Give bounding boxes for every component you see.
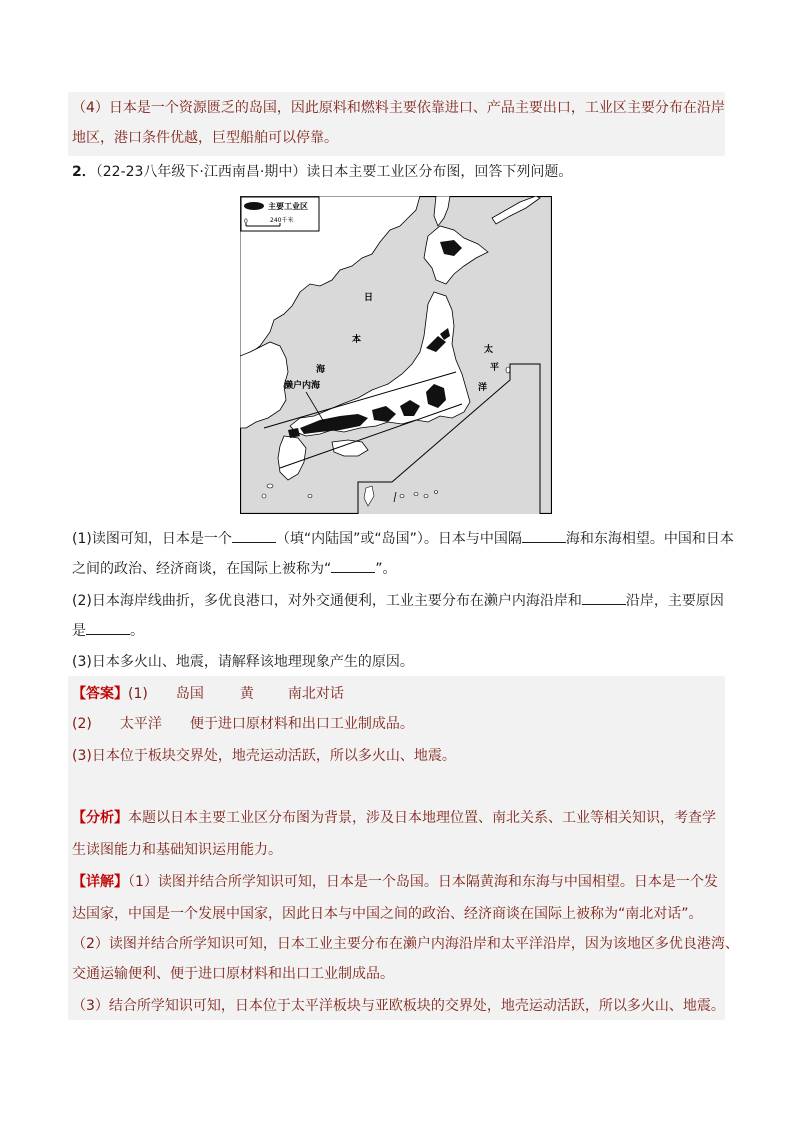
scale-label: 240千米 (270, 217, 294, 224)
analysis-line-2: 生读图能力和基础知识运用能力。 (72, 842, 282, 858)
answer-1-value-3: 南北对话 (287, 686, 344, 702)
blank-3 (331, 558, 375, 573)
japan-industrial-zone-map (240, 196, 552, 514)
answer-2-value-1: 太平洋 (119, 716, 162, 732)
detail-line-4: 交通运输便利、便于进口原材料和出口工业制成品。 (72, 966, 394, 982)
blank-4 (582, 590, 626, 605)
answer-2-value-2: 便于进口原材料和出口工业制成品。 (189, 716, 414, 732)
question-2-line-2: 是 。 (72, 620, 144, 641)
previous-answer-line-1: （4）日本是一个资源匮乏的岛国，因此原料和燃料主要依靠进口、产品主要出口，工业区主要分布在沿岸 (72, 100, 725, 116)
question-2-line-1: (2)日本海岸线曲折，多优良港口，对外交通便利，工业主要分布在濑户内海沿岸和 沿岸，主要原因 (72, 590, 724, 611)
detail-line-5: （3）结合所学知识可知，日本位于太平洋板块与亚欧板块的交界处，地壳运动活跃，所以多火山、地震。 (72, 998, 725, 1014)
question-1-line-1: (1)读图可知，日本是一个 （填“内陆国”或“岛国”）。日本与中国隔 海和东海相望。中国和日本 (72, 528, 734, 549)
pacific-char-2: 平 (490, 363, 500, 373)
pacific-char-1: 太 (484, 345, 494, 355)
answer-line-1: 【答案】(1) 岛国 黄 南北对话 (72, 686, 344, 702)
question-stem: 读日本主要工业区分布图，回答下列问题。 (306, 164, 573, 180)
question-source: （22-23八年级下·江西南昌·期中） (95, 164, 307, 180)
sea-of-japan-char-2: 本 (352, 335, 362, 345)
answer-tag: 【答案】 (72, 686, 128, 702)
question-3: (3)日本多火山、地震，请解释该地理现象产生的原因。 (72, 654, 414, 670)
answer-1-value-2: 黄 (239, 686, 254, 702)
inland-sea-label: 濑户内海 (284, 381, 321, 391)
previous-answer-line-2: 地区，港口条件优越，巨型船舶可以停靠。 (72, 130, 338, 146)
detail-line-2: 达国家，中国是一个发展中国家，因此日本与中国之间的政治、经济商谈在国际上被称为“南北对话”。 (72, 906, 703, 922)
answer-line-3: (3)日本位于板块交界处，地壳运动活跃，所以多火山、地震。 (72, 748, 456, 764)
sea-of-japan-char-3: 海 (316, 365, 326, 375)
legend-label: 主要工业区 (268, 202, 308, 211)
analysis-line-1: 【分析】本题以日本主要工业区分布图为背景，涉及日本地理位置、南北关系、工业等相关知识，考查学 (72, 810, 716, 826)
scale-zero: 0 (244, 218, 248, 225)
question-number: 2． (72, 164, 96, 180)
blank-5 (86, 620, 130, 635)
question-1-line-2: 之间的政治、经济商谈，在国际上被称为“ ”。 (72, 558, 397, 579)
answer-line-2: (2) 太平洋 便于进口原材料和出口工业制成品。 (72, 716, 414, 732)
pacific-char-3: 洋 (478, 383, 488, 393)
blank-2 (522, 528, 566, 543)
question-heading (72, 162, 572, 182)
answer-1-value-1: 岛国 (175, 686, 204, 702)
sea-of-japan-char-1: 日 (364, 293, 374, 303)
detail-line-3: （2）读图并结合所学知识可知，日本工业主要分布在濑户内海沿岸和太平洋沿岸，因为该地区多优良港湾、 (72, 936, 739, 952)
blank-1 (232, 528, 276, 543)
analysis-tag: 【分析】 (72, 810, 128, 826)
detail-tag: 【详解】 (72, 874, 128, 890)
detail-line-1: 【详解】（1）读图并结合所学知识可知，日本是一个岛国。日本隔黄海和东海与中国相望。日本是一个发 (72, 874, 718, 890)
legend-swatch (244, 202, 264, 210)
